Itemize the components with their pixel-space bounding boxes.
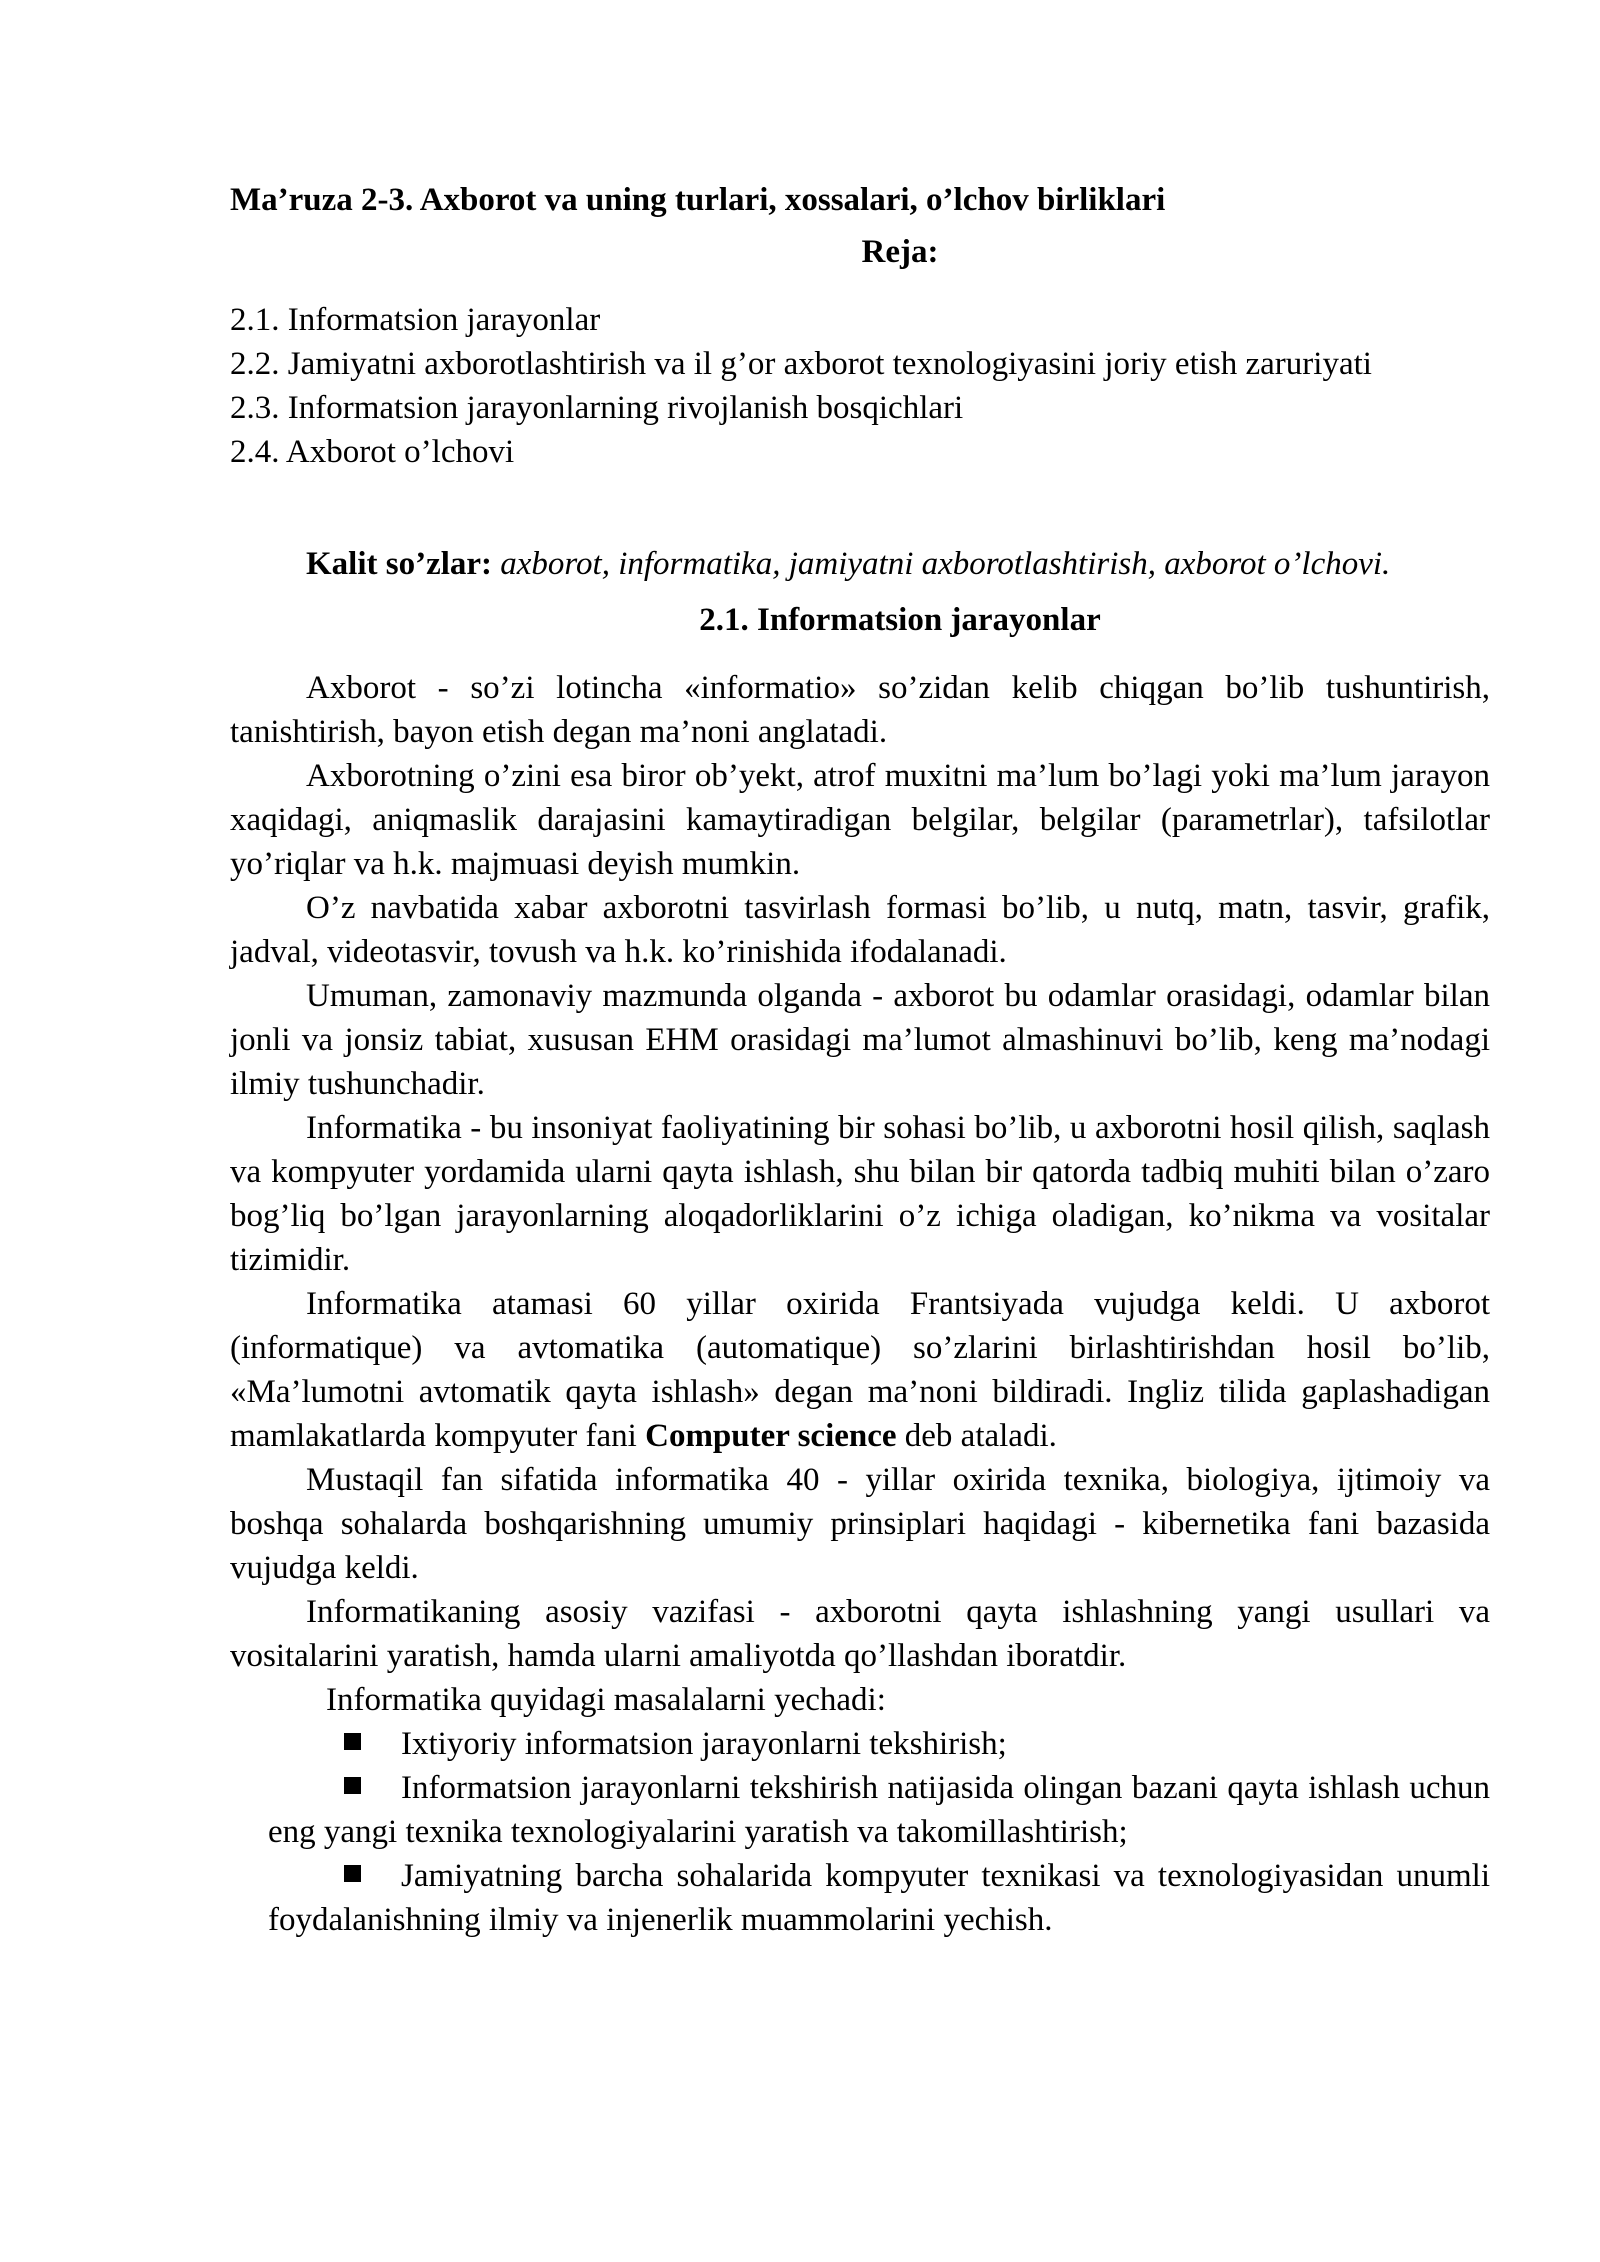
- body-paragraph: Mustaqil fan sifatida informatika 40 - yillar oxirida texnika, biologiya, ijtimoiy va boshqa sohalarda boshqarishning umumiy prinsiplari haqidagi - kibernetika fani bazasida vujudga keldi.: [230, 1462, 1490, 1586]
- body-paragraph: Umuman, zamonaviy mazmunda olganda - axborot bu odamlar orasidagi, odamlar bilan jonli va jonsiz tabiat, xususan EHM orasidagi ma’lumot almashinuvi bo’lib, keng ma’nodagi ilmiy tushunchadir.: [230, 978, 1490, 1102]
- plan-item: 2.4. Axborot o’lchovi: [230, 434, 515, 470]
- tasks-intro: Informatika quyidagi masalalarni yechadi:: [326, 1682, 886, 1718]
- task-text: Informatsion jarayonlarni tekshirish natijasida olingan bazani qayta ishlash uchun eng yangi texnika texnologiyalarini yaratish va takomillashtirish;: [268, 1770, 1490, 1850]
- plan-item: 2.3. Informatsion jarayonlarning rivojlanish bosqichlari: [230, 390, 964, 426]
- body-text: [230, 666, 1490, 1942]
- body-paragraph: O’z navbatida xabar axborotni tasvirlash formasi bo’lib, u nutq, matn, tasvir, grafik, jadval, videotasvir, tovush va h.k. ko’rinishida ifodalanadi.: [230, 890, 1490, 970]
- paragraph-text: Informatika atamasi 60 yillar oxirida Frantsiyada vujudga keldi. U axborot (informatique) va avtomatika (automatique) so’zlarini birlashtirishdan hosil bo’lib, «Ma’lumotni avtomatik qayta ishlash» degan ma’noni bildiradi. Ingliz tilida gaplashadigan mamlakatlarda kompyuter fani: [230, 1286, 1490, 1454]
- square-bullet-icon: [344, 1733, 361, 1750]
- keywords-label: Kalit so’zlar:: [306, 546, 493, 582]
- computer-science-term: Computer science: [645, 1418, 897, 1454]
- plan-heading: Reja:: [861, 234, 939, 270]
- body-paragraph: Informatikaning asosiy vazifasi - axborotni qayta ishlashning yangi usullari va vositalarini yaratish, hamda ularni amaliyotda qo’llashdan iboratdir.: [230, 1594, 1490, 1674]
- lecture-title: Ma’ruza 2-3. Axborot va uning turlari, xossalari, o’lchov birliklari: [230, 182, 1166, 218]
- plan-item: 2.2. Jamiyatni axborotlashtirish va il g’or axborot texnologiyasini joriy etish zaruriyati: [230, 346, 1372, 382]
- plan-item: 2.1. Informatsion jarayonlar: [230, 302, 601, 338]
- keywords-paragraph: [230, 542, 1490, 586]
- plan-list: [230, 298, 1490, 474]
- task-item: [268, 1854, 1490, 1942]
- task-item: [268, 1766, 1490, 1854]
- task-text: Jamiyatning barcha sohalarida kompyuter texnikasi va texnologiyasidan unumli foydalanishning ilmiy va injenerlik muammolarini yechish.: [268, 1858, 1490, 1938]
- section-heading: 2.1. Informatsion jarayonlar: [699, 602, 1101, 638]
- paragraph-text: deb ataladi.: [904, 1418, 1057, 1454]
- document-page: [230, 178, 1490, 1942]
- body-paragraph: Axborotning o’zini esa biror ob’yekt, atrof muxitni ma’lum bo’lagi yoki ma’lum jarayon xaqidagi, aniqmaslik darajasini kamaytiradigan belgilar, belgilar (parametrlar), tafsilotlar yo’riqlar va h.k. majmuasi deyish mumkin.: [230, 758, 1490, 882]
- square-bullet-icon: [344, 1777, 361, 1794]
- tasks-list: [230, 1722, 1490, 1942]
- body-paragraph-computer-science: [230, 1282, 1490, 1458]
- task-item: [268, 1722, 1490, 1766]
- task-text: Ixtiyoriy informatsion jarayonlarni tekshirish;: [401, 1726, 1007, 1762]
- square-bullet-icon: [344, 1865, 361, 1882]
- body-paragraph: Axborot - so’zi lotincha «informatio» so’zidan kelib chiqgan bo’lib tushuntirish, tanishtirish, bayon etish degan ma’noni anglatadi.: [230, 670, 1490, 750]
- keywords-text: axborot, informatika, jamiyatni axborotlashtirish, axborot o’lchovi.: [500, 546, 1391, 582]
- body-paragraph: Informatika - bu insoniyat faoliyatining bir sohasi bo’lib, u axborotni hosil qilish, saqlash va kompyuter yordamida ularni qayta ishlash, shu bilan bir qatorda tadbiq muhiti bilan o’zaro bog’liq bo’lgan jarayonlarning aloqadorliklarini o’z ichiga oladigan, ko’nikma va vositalar tizimidir.: [230, 1110, 1490, 1278]
